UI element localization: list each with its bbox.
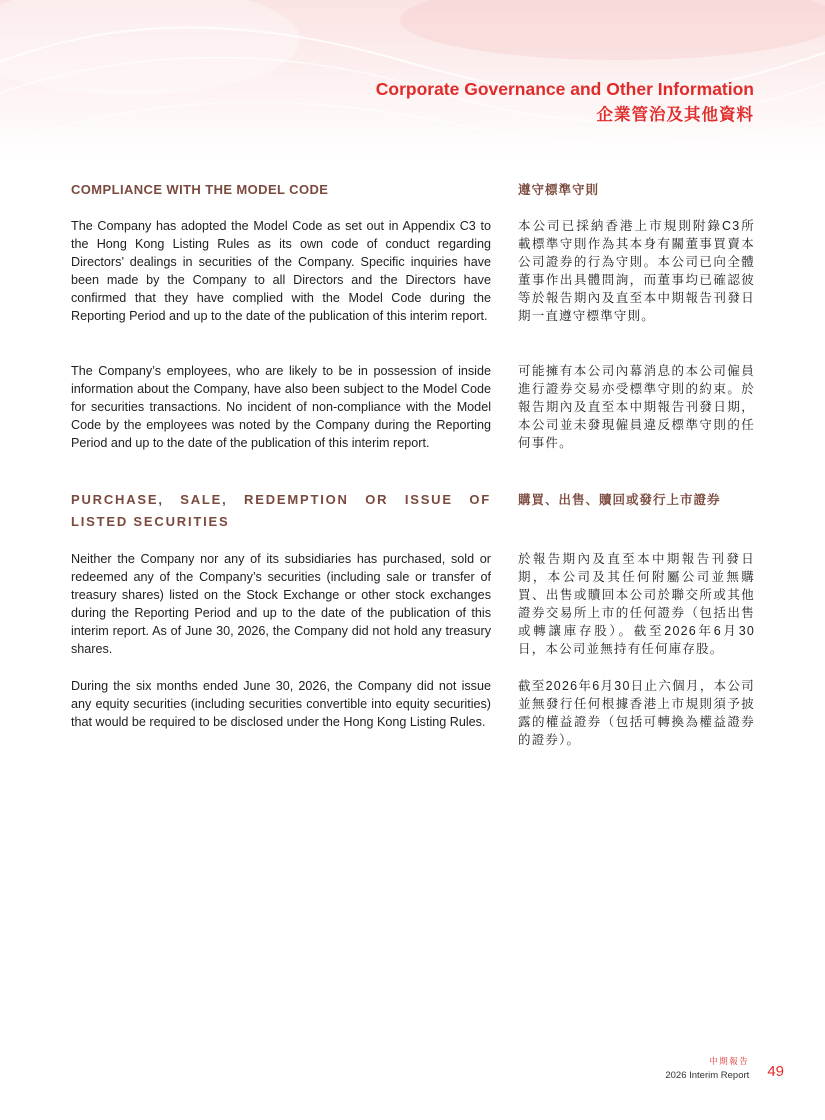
paragraph-chinese: 於報告期內及直至本中期報告刊發日期，本公司及其任何附屬公司並無購買、出售或贖回本公司於聯交所或其他證券交易所上市的任何證券（包括出售或轉讓庫存股）。截至2026年6月30日，本公司並無持有任何庫存股。	[518, 552, 755, 656]
section-heading-chinese: 購買、出售、贖回或發行上市證券	[518, 493, 721, 507]
paragraph-block	[71, 677, 491, 731]
page-header	[376, 78, 754, 127]
paragraph-block	[518, 677, 755, 749]
section-heading: COMPLIANCE WITH THE MODEL CODE	[71, 182, 329, 197]
section-heading: PURCHASE, SALE, REDEMPTION OR ISSUE OF LISTED SECURITIES	[71, 492, 491, 529]
footer-report-label-chinese: 中期報告	[709, 1056, 750, 1066]
footer-report-label-english: 2026 Interim Report	[665, 1070, 750, 1081]
section-1-heading-en-block	[71, 179, 491, 201]
paragraph-chinese: 可能擁有本公司內幕消息的本公司僱員進行證券交易亦受標準守則的約束。於報告期內及直至本中期報告刊發日期，本公司並未發現僱員違反標準守則的任何事件。	[518, 364, 755, 450]
paragraph-english: Neither the Company nor any of its subsidiaries has purchased, sold or redeemed any of the Company’s securities (including sale or transfer of treasury shares) listed on the Stock Exchange or other stock exchanges during the Reporting Period and up to the date of the publication of this interim report. As of June 30, 2026, the Company did not hold any treasury shares.	[71, 552, 491, 656]
paragraph-block	[518, 362, 755, 452]
section-2-heading-zh-block	[518, 489, 755, 511]
paragraph-block	[71, 362, 491, 452]
paragraph-block	[71, 217, 491, 325]
page-number: 49	[767, 1063, 784, 1080]
paragraph-chinese: 截至2026年6月30日止六個月，本公司並無發行任何根據香港上市規則須予披露的權益證券（包括可轉換為權益證券的證券）。	[518, 679, 755, 747]
section-2-heading-en-block	[71, 489, 491, 533]
page-title-chinese: 企業管治及其他資料	[596, 106, 754, 124]
paragraph-chinese: 本公司已採納香港上市規則附錄C3所載標準守則作為其本身有關董事買賣本公司證券的行為守則。本公司已向全體董事作出具體問詢，而董事均已確認彼等於報告期內及直至本中期報告刊發日期一直遵守標準守則。	[518, 219, 755, 323]
paragraph-english: During the six months ended June 30, 2026, the Company did not issue any equity securities (including securities convertible into equity securities) that would be required to be disclosed under the Hong Kong Listing Rules.	[71, 679, 491, 729]
footer-labels	[665, 1055, 749, 1082]
paragraph-block	[71, 550, 491, 658]
page-footer	[665, 1055, 784, 1082]
paragraph-block	[518, 550, 755, 658]
paragraph-english: The Company has adopted the Model Code as set out in Appendix C3 to the Hong Kong Listing Rules as its own code of conduct regarding Directors’ dealings in securities of the Company. Specific inquiries have been made by the Company to all Directors and the Directors have confirmed that they have complied with the Model Code during the Reporting Period and up to the date of the publication of this interim report.	[71, 219, 491, 323]
page-title-english: Corporate Governance and Other Information	[375, 79, 754, 99]
section-heading-chinese: 遵守標準守則	[518, 183, 600, 197]
paragraph-block	[518, 217, 755, 325]
section-1-heading-zh-block	[518, 179, 755, 201]
paragraph-english: The Company’s employees, who are likely to be in possession of inside information about the Company, have also been subject to the Model Code for securities transactions. No incident of non-compliance with the Model Code by the employees was noted by the Company during the Reporting Period and up to the date of the publication of this interim report.	[71, 364, 491, 450]
